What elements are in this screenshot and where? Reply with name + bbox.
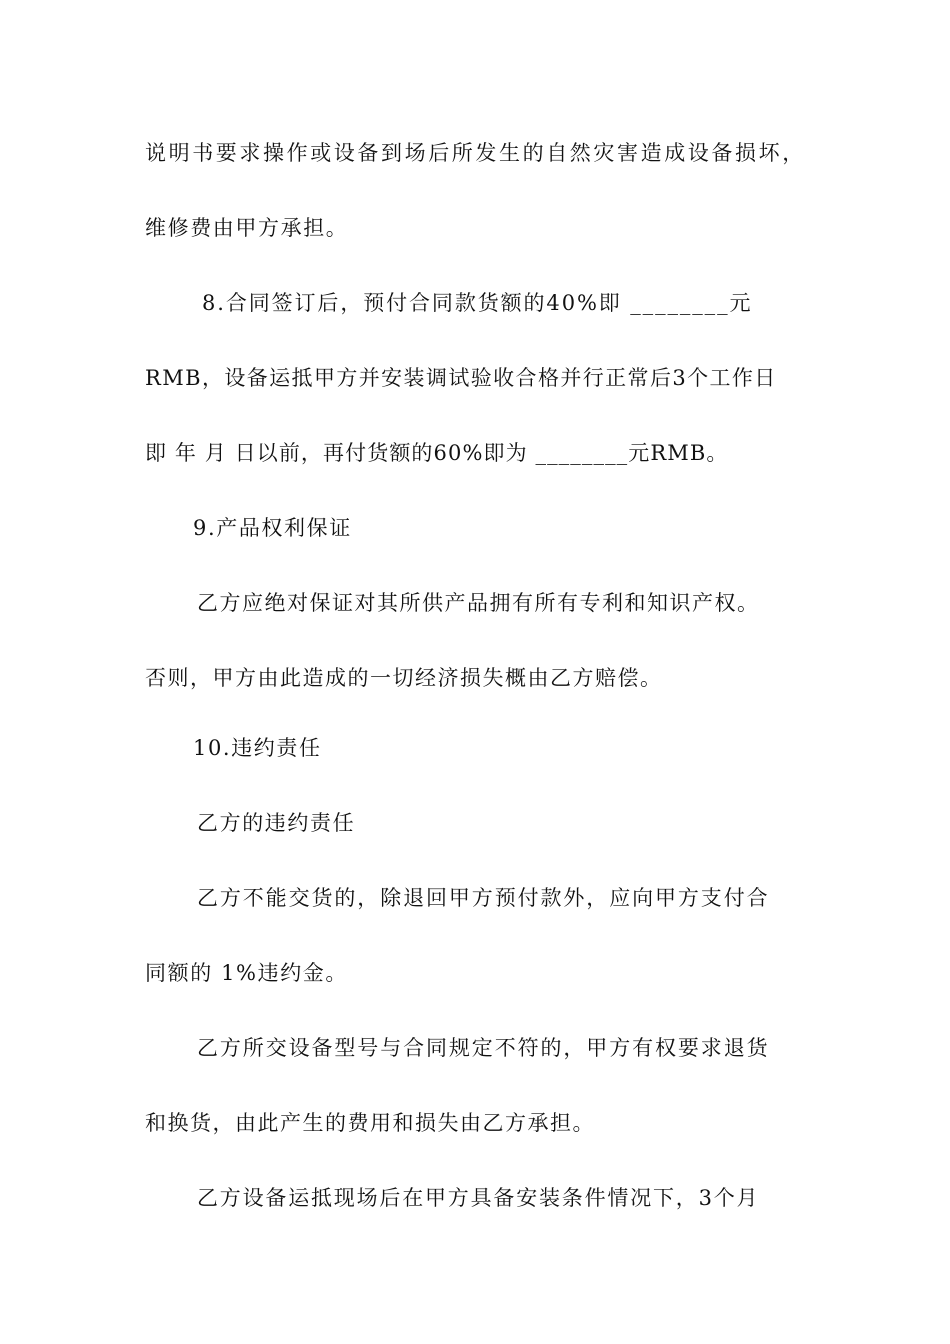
- text-line-2: 维修费由甲方承担。: [145, 216, 349, 240]
- text-line-15: 乙方设备运抵现场后在甲方具备安装条件情况下，3个月: [197, 1186, 760, 1210]
- text-line-5: 即 年 月 日以前，再付货额的60%即为 ________元RMB。: [145, 441, 729, 465]
- text-line-13: 乙方所交设备型号与合同规定不符的，甲方有权要求退货: [197, 1036, 770, 1060]
- text-line-4: RMB，设备运抵甲方并安装调试验收合格并行正常后3个工作日: [145, 366, 777, 390]
- text-line-11: 乙方不能交货的，除退回甲方预付款外，应向甲方支付合: [197, 886, 770, 910]
- text-line-12: 同额的 1%违约金。: [145, 961, 348, 985]
- clause-8-payment-line: 8.合同签订后，预付合同款货额的40%即 ________元: [202, 291, 753, 315]
- subheading-party-b-liability: 乙方的违约责任: [197, 811, 356, 835]
- text-line-1: 说明书要求操作或设备到场后所发生的自然灾害造成设备损坏，: [145, 141, 806, 165]
- clause-10-heading: 10.违约责任: [193, 736, 322, 760]
- text-line-8: 否则，甲方由此造成的一切经济损失概由乙方赔偿。: [145, 666, 663, 690]
- text-line-14: 和换货，由此产生的费用和损失由乙方承担。: [145, 1111, 595, 1135]
- text-line-7: 乙方应绝对保证对其所供产品拥有所有专利和知识产权。: [197, 591, 760, 615]
- clause-9-heading: 9.产品权利保证: [193, 516, 352, 540]
